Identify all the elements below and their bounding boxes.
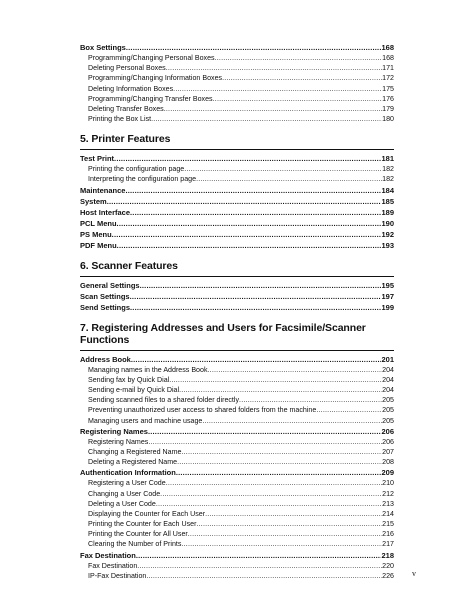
dot-leader	[114, 153, 381, 164]
toc-entry-page: 205	[382, 416, 394, 425]
toc-entry-title: Preventing unauthorized user access to shared folders from the machine	[88, 406, 317, 415]
dot-leader	[179, 385, 382, 395]
toc-entry-title: Scan Settings	[80, 291, 130, 301]
toc-entry-programming-changing-personal-boxes[interactable]	[80, 53, 394, 63]
toc-entry-title: Displaying the Counter for Each User	[88, 509, 206, 518]
toc-entry-displaying-the-counter-for-each-user[interactable]	[80, 509, 394, 519]
dot-leader	[176, 467, 382, 478]
toc-entry-host-interface[interactable]	[80, 207, 394, 218]
toc-entry-title: Programming/Changing Transfer Boxes	[88, 94, 213, 103]
toc-entry-title: Interpreting the configuration page	[88, 175, 197, 184]
dot-leader	[239, 395, 382, 405]
toc-entry-title: Sending e-mail by Quick Dial	[88, 386, 180, 395]
dot-leader	[130, 291, 382, 302]
toc-entry-deleting-personal-boxes[interactable]	[80, 63, 394, 73]
toc-entry-title: PS Menu	[80, 229, 112, 239]
dot-leader	[184, 164, 382, 174]
toc-entry-programming-changing-transfer-boxes[interactable]	[80, 94, 394, 104]
toc-entry-page: 205	[382, 396, 394, 405]
section-heading: 5. Printer Features	[80, 124, 394, 150]
toc-entry-page: 212	[382, 489, 394, 498]
toc-entry-page: 176	[382, 94, 394, 103]
toc-entry-send-settings[interactable]	[80, 302, 394, 313]
toc-entry-title: Managing names in the Address Book	[88, 365, 208, 374]
toc-entry-page: 213	[382, 499, 394, 508]
dot-leader	[131, 354, 382, 365]
page-number: v	[412, 569, 416, 578]
dot-leader	[196, 519, 382, 529]
toc-entry-title: Deleting a Registered Name	[88, 458, 178, 467]
toc-entry-page: 168	[382, 53, 394, 62]
toc-entry-title: PCL Menu	[80, 218, 117, 228]
dot-leader	[202, 416, 382, 426]
toc-entry-title: Registering Names	[80, 426, 148, 436]
toc-entry-page: 204	[382, 365, 394, 374]
toc-entry-title: Authentication Information	[80, 468, 176, 478]
dot-leader	[156, 499, 382, 509]
toc-entry-page: 206	[381, 426, 394, 436]
toc-entry-system[interactable]	[80, 196, 394, 207]
toc-entry-preventing-unauthorized-user-access-to-shared-folders-from-the-machine[interactable]	[80, 405, 394, 415]
toc-entry-scan-settings[interactable]	[80, 291, 394, 302]
toc-entry-title: Fax Destination	[88, 561, 138, 570]
toc-entry-pdf-menu[interactable]	[80, 240, 394, 251]
toc-entry-clearing-the-number-of-prints[interactable]	[80, 540, 394, 550]
toc-entry-title: Printing the configuration page	[88, 165, 185, 174]
dot-leader	[130, 207, 381, 218]
dot-leader	[181, 447, 382, 457]
toc-entry-managing-users-and-machine-usage[interactable]	[80, 416, 394, 426]
toc-entry-title: Address Book	[80, 354, 131, 364]
toc-entry-title: Programming/Changing Personal Boxes	[88, 53, 215, 62]
toc-entry-title: Registering a User Code	[88, 479, 166, 488]
toc-entry-page: 185	[381, 196, 394, 206]
dot-leader	[316, 405, 382, 415]
toc-section	[80, 124, 394, 250]
toc-entry-page: 209	[381, 468, 394, 478]
toc-entry-page: 214	[382, 509, 394, 518]
toc-entry-page: 215	[382, 520, 394, 529]
toc-entry-printing-the-box-list[interactable]	[80, 114, 394, 124]
dot-leader	[112, 229, 382, 240]
toc-entry-page: 172	[382, 74, 394, 83]
toc-entry-page: 205	[382, 406, 394, 415]
dot-leader	[169, 375, 382, 385]
toc-entry-page: 201	[381, 354, 394, 364]
toc-entry-title: Fax Destination	[80, 550, 136, 560]
table-of-contents	[80, 42, 394, 581]
dot-leader	[160, 489, 382, 499]
dot-leader	[140, 280, 382, 291]
toc-entry-page: 181	[381, 154, 394, 164]
dot-leader	[205, 509, 382, 519]
dot-leader	[146, 571, 382, 581]
toc-entry-interpreting-the-configuration-page[interactable]	[80, 175, 394, 185]
toc-entry-programming-changing-information-boxes[interactable]	[80, 73, 394, 83]
toc-entry-title: Clearing the Number of Prints	[88, 540, 182, 549]
toc-entry-box-settings[interactable]	[80, 42, 394, 53]
toc-entry-registering-names[interactable]	[80, 426, 394, 437]
toc-entry-page: 199	[381, 302, 394, 312]
dot-leader	[117, 240, 382, 251]
dot-leader	[215, 53, 383, 63]
toc-entry-page: 168	[381, 43, 394, 52]
toc-entry-page: 193	[381, 240, 394, 250]
dot-leader	[222, 73, 382, 83]
dot-leader	[126, 42, 382, 53]
toc-entry-changing-a-registered-name[interactable]	[80, 447, 394, 457]
toc-entry-page: 216	[382, 530, 394, 539]
toc-entry-title: IP-Fax Destination	[88, 571, 147, 580]
toc-entry-page: 206	[382, 437, 394, 446]
toc-entry-address-book[interactable]	[80, 354, 394, 365]
toc-entry-sending-fax-by-quick-dial[interactable]	[80, 375, 394, 385]
toc-entry-title: Box Settings	[80, 43, 126, 52]
toc-entry-title: System	[80, 196, 107, 206]
dot-leader	[137, 561, 382, 571]
toc-entry-ps-menu[interactable]	[80, 229, 394, 240]
toc-entry-page: 197	[381, 291, 394, 301]
dot-leader	[125, 185, 381, 196]
toc-entry-authentication-information[interactable]	[80, 467, 394, 478]
dot-leader	[177, 457, 382, 467]
toc-entry-title: Test Print	[80, 154, 115, 164]
toc-entry-title: Changing a User Code	[88, 489, 161, 498]
toc-entry-general-settings[interactable]	[80, 280, 394, 291]
toc-entry-fax-destination[interactable]	[80, 550, 394, 561]
toc-entry-title: General Settings	[80, 280, 140, 290]
toc-entry-title: Host Interface	[80, 207, 131, 217]
dot-leader	[181, 540, 382, 550]
dot-leader	[117, 218, 382, 229]
dot-leader	[148, 426, 382, 437]
toc-entry-registering-names[interactable]	[80, 437, 394, 447]
toc-entry-title: Deleting Transfer Boxes	[88, 104, 164, 113]
box-settings-block	[80, 42, 394, 124]
toc-entry-page: 204	[382, 375, 394, 384]
toc-entry-title: Deleting a User Code	[88, 499, 156, 508]
toc-section	[80, 251, 394, 313]
section-heading: 6. Scanner Features	[80, 251, 394, 277]
toc-entry-page: 207	[382, 447, 394, 456]
toc-entry-sending-scanned-files-to-a-shared-folder-directly[interactable]	[80, 395, 394, 405]
toc-entry-page: 208	[382, 458, 394, 467]
dot-leader	[164, 104, 382, 114]
toc-entry-sending-e-mail-by-quick-dial[interactable]	[80, 385, 394, 395]
dot-leader	[148, 437, 382, 447]
toc-sections	[80, 124, 394, 581]
toc-entry-title: Printing the Box List	[88, 115, 152, 124]
toc-entry-page: 226	[382, 571, 394, 580]
toc-entry-page: 175	[382, 84, 394, 93]
toc-entry-title: Managing users and machine usage	[88, 416, 203, 425]
toc-entry-page: 190	[381, 218, 394, 228]
toc-entry-pcl-menu[interactable]	[80, 218, 394, 229]
toc-entry-page: 217	[382, 540, 394, 549]
toc-entry-title: Deleting Information Boxes	[88, 84, 174, 93]
dot-leader	[196, 175, 382, 185]
toc-entry-deleting-a-user-code[interactable]	[80, 499, 394, 509]
toc-entry-deleting-information-boxes[interactable]	[80, 84, 394, 94]
dot-leader	[166, 478, 382, 488]
toc-entry-page: 171	[382, 64, 394, 73]
toc-entry-page: 184	[381, 185, 394, 195]
toc-entry-page: 180	[382, 115, 394, 124]
toc-entry-registering-a-user-code[interactable]	[80, 478, 394, 488]
toc-entry-title: Sending fax by Quick Dial	[88, 375, 170, 384]
toc-entry-printing-the-counter-for-all-user[interactable]	[80, 529, 394, 539]
toc-entry-page: 182	[382, 165, 394, 174]
toc-entry-page: 195	[381, 280, 394, 290]
toc-entry-fax-destination[interactable]	[80, 561, 394, 571]
toc-entry-title: Deleting Personal Boxes	[88, 64, 166, 73]
dot-leader	[188, 529, 382, 539]
toc-section	[80, 313, 394, 581]
toc-entry-page: 179	[382, 104, 394, 113]
toc-entry-ip-fax-destination[interactable]	[80, 571, 394, 581]
toc-entry-printing-the-configuration-page[interactable]	[80, 164, 394, 174]
dot-leader	[151, 114, 382, 124]
dot-leader	[208, 365, 383, 375]
toc-entry-title: Maintenance	[80, 185, 126, 195]
toc-entry-page: 182	[382, 175, 394, 184]
section-heading: 7. Registering Addresses and Users for Facsimile/Scanner Functions	[80, 313, 394, 351]
toc-entry-page: 210	[382, 479, 394, 488]
dot-leader	[173, 84, 382, 94]
toc-entry-title: Programming/Changing Information Boxes	[88, 74, 223, 83]
toc-entry-title: Registering Names	[88, 437, 149, 446]
toc-entry-page: 220	[382, 561, 394, 570]
toc-entry-title: Sending scanned files to a shared folder directly	[88, 396, 240, 405]
toc-entry-title: Send Settings	[80, 302, 131, 312]
toc-entry-title: PDF Menu	[80, 240, 117, 250]
dot-leader	[107, 196, 382, 207]
dot-leader	[130, 302, 381, 313]
dot-leader	[213, 94, 383, 104]
toc-entry-changing-a-user-code[interactable]	[80, 489, 394, 499]
toc-entry-test-print[interactable]	[80, 153, 394, 164]
toc-entry-deleting-a-registered-name[interactable]	[80, 457, 394, 467]
toc-entry-page: 189	[381, 207, 394, 217]
dot-leader	[136, 550, 382, 561]
toc-entry-title: Printing the Counter for Each User	[88, 520, 197, 529]
toc-entry-page: 192	[381, 229, 394, 239]
toc-entry-title: Changing a Registered Name	[88, 447, 182, 456]
toc-entry-page: 218	[381, 550, 394, 560]
toc-entry-title: Printing the Counter for All User	[88, 530, 188, 539]
toc-entry-printing-the-counter-for-each-user[interactable]	[80, 519, 394, 529]
dot-leader	[166, 63, 382, 73]
toc-entry-deleting-transfer-boxes[interactable]	[80, 104, 394, 114]
toc-entry-page: 204	[382, 386, 394, 395]
toc-entry-managing-names-in-the-address-book[interactable]	[80, 365, 394, 375]
toc-entry-maintenance[interactable]	[80, 185, 394, 196]
